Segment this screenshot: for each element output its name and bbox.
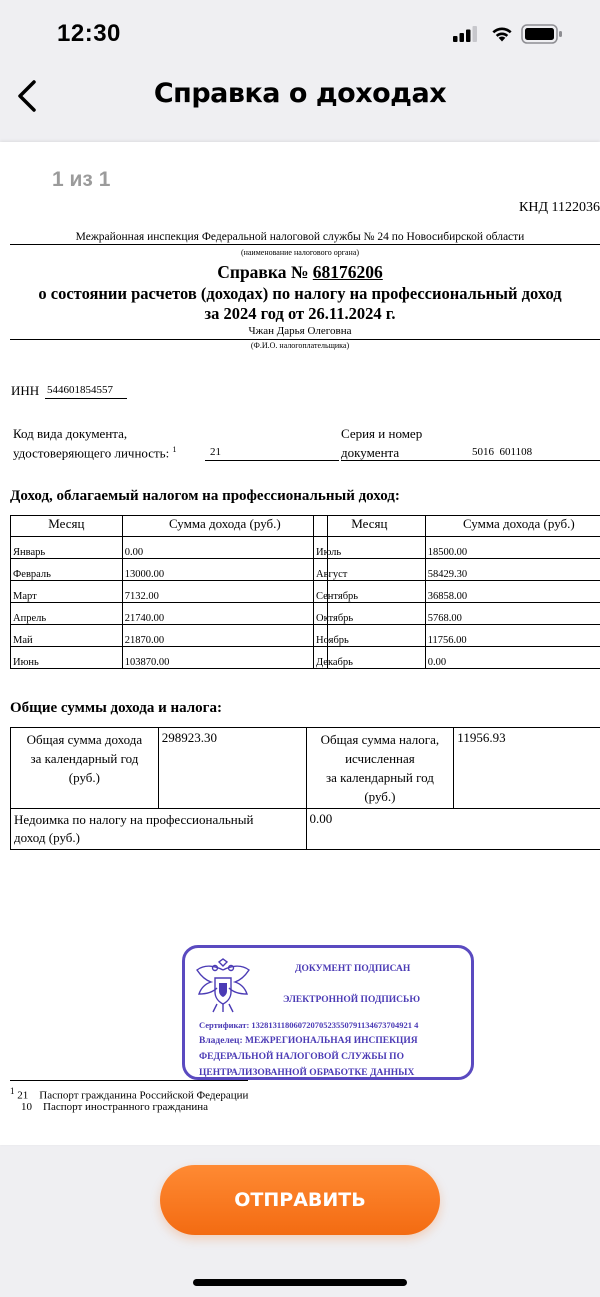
amount-cell: 5768.00 xyxy=(425,603,600,625)
doc-code-underline xyxy=(205,460,339,461)
certificate-subtitle: о состоянии расчетов (доходах) по налогу на профессиональный доход xyxy=(38,284,562,303)
arrears-value: 0.00 xyxy=(306,809,600,850)
month-cell: Август xyxy=(314,559,426,581)
total-income-value: 298923.30 xyxy=(158,728,306,809)
amount-cell: 18500.00 xyxy=(425,537,600,559)
table-row xyxy=(314,559,600,581)
total-tax-value: 11956.93 xyxy=(454,728,600,809)
amount-header: Сумма дохода (руб.) xyxy=(122,516,327,537)
inn-value: 544601854557 xyxy=(47,384,113,396)
amount-cell: 0.00 xyxy=(425,647,600,669)
stamp-owner: Владелец: МЕЖРЕГИОНАЛЬНАЯ ИНСПЕКЦИЯ xyxy=(199,1036,418,1046)
page-title: Справка о доходах xyxy=(153,78,447,109)
total-income-label xyxy=(11,728,159,809)
month-cell: Май xyxy=(11,625,123,647)
amount-cell: 11756.00 xyxy=(425,625,600,647)
month-cell: Июнь xyxy=(11,647,123,669)
total-tax-label-line: исчисленная xyxy=(345,751,415,766)
arrears-label xyxy=(11,809,307,850)
certificate-title xyxy=(0,262,600,283)
arrears-label-line: доход (руб.) xyxy=(14,830,80,845)
total-tax-label-line: (руб.) xyxy=(364,789,396,804)
table-row xyxy=(11,537,328,559)
table-row xyxy=(11,603,328,625)
table-row xyxy=(11,647,328,669)
doc-series-label-2: документа xyxy=(341,445,400,460)
amount-cell: 13000.00 xyxy=(122,559,327,581)
month-cell: Декабрь xyxy=(314,647,426,669)
amount-cell: 7132.00 xyxy=(122,581,327,603)
stamp-line: ДОКУМЕНТ ПОДПИСАН xyxy=(295,964,411,974)
page-counter: 1 из 1 xyxy=(52,168,111,191)
amount-cell: 0.00 xyxy=(122,537,327,559)
totals-row xyxy=(11,728,600,809)
send-button[interactable]: ОТПРАВИТЬ xyxy=(160,1165,440,1235)
table-header-row xyxy=(11,516,328,537)
total-income-label-line: за календарный год xyxy=(30,751,139,766)
totals-section-title: Общие суммы дохода и налога: xyxy=(10,700,222,716)
month-header: Месяц xyxy=(314,516,426,537)
footnote-line xyxy=(10,1086,248,1102)
divider xyxy=(10,339,600,340)
month-cell: Февраль xyxy=(11,559,123,581)
taxpayer-name-caption: (Ф.И.О. налогоплательщика) xyxy=(250,341,350,350)
doc-code-footnote-mark: 1 xyxy=(172,445,177,454)
total-tax-label-line: за календарный год xyxy=(325,770,434,785)
table-row xyxy=(11,625,328,647)
table-row xyxy=(314,537,600,559)
table-row xyxy=(314,603,600,625)
wifi-icon xyxy=(491,25,513,42)
footnote-mark: 1 xyxy=(10,1086,15,1096)
amount-cell: 21740.00 xyxy=(122,603,327,625)
stamp-owner: ФЕДЕРАЛЬНОЙ НАЛОГОВОЙ СЛУЖБЫ ПО xyxy=(199,1052,404,1062)
amount-cell: 103870.00 xyxy=(122,647,327,669)
income-table-right xyxy=(313,515,600,669)
total-income-label-line: Общая сумма дохода xyxy=(26,732,143,747)
totals-table xyxy=(10,727,600,850)
footnote-line: 10 Паспорт иностранного гражданина xyxy=(21,1101,209,1113)
inn-label: ИНН xyxy=(11,383,40,398)
month-cell: Июль xyxy=(314,537,426,559)
income-section-title: Доход, облагаемый налогом на профессиональный доход: xyxy=(10,488,400,504)
doc-code-value: 21 xyxy=(210,446,221,458)
total-income-label-line: (руб.) xyxy=(68,770,100,785)
doc-code-label-1: Код вида документа, xyxy=(13,426,128,441)
footnote-text: 21 Паспорт гражданина Российской Федерации xyxy=(17,1089,249,1102)
amount-cell: 36858.00 xyxy=(425,581,600,603)
inn-underline xyxy=(45,398,127,399)
doc-series-underline xyxy=(341,460,600,461)
battery-icon xyxy=(521,24,563,44)
home-indicator[interactable] xyxy=(193,1279,407,1286)
amount-cell: 21870.00 xyxy=(122,625,327,647)
certificate-title-prefix: Справка № xyxy=(217,262,313,282)
stamp-owner: ЦЕНТРАЛИЗОВАННОЙ ОБРАБОТКЕ ДАННЫХ xyxy=(199,1068,415,1078)
income-table-left xyxy=(10,515,328,669)
amount-header: Сумма дохода (руб.) xyxy=(425,516,600,537)
footnote-divider xyxy=(10,1080,248,1081)
coat-of-arms-icon xyxy=(193,956,253,1016)
arrears-label-line: Недоимка по налогу на профессиональный xyxy=(14,812,254,827)
cellular-signal-icon xyxy=(453,26,483,42)
status-bar xyxy=(0,0,600,62)
doc-code-label-text: удостоверяющего личность: xyxy=(13,445,170,461)
doc-code-label-2 xyxy=(13,445,176,461)
taxpayer-name: Чжан Дарья Олеговна xyxy=(248,325,352,337)
month-cell: Апрель xyxy=(11,603,123,625)
table-row xyxy=(11,581,328,603)
total-tax-label-line: Общая сумма налога, xyxy=(320,732,440,747)
total-tax-label xyxy=(306,728,454,809)
month-cell: Ноябрь xyxy=(314,625,426,647)
certificate-number: 68176206 xyxy=(312,262,383,282)
tax-authority-caption: (наименование налогового органа) xyxy=(240,248,360,257)
electronic-signature-stamp xyxy=(182,945,474,1080)
knd-code: КНД 1122036 xyxy=(519,200,600,215)
document-viewer[interactable] xyxy=(0,142,600,1145)
certificate-period: за 2024 год от 26.11.2024 г. xyxy=(204,304,396,323)
month-cell: Январь xyxy=(11,537,123,559)
amount-cell: 58429.30 xyxy=(425,559,600,581)
month-cell: Март xyxy=(11,581,123,603)
month-header: Месяц xyxy=(11,516,123,537)
month-cell: Сентябрь xyxy=(314,581,426,603)
stamp-certificate: Сертификат: 13281311806072070523550791134673704921 4 xyxy=(199,1020,419,1030)
divider xyxy=(10,244,600,245)
month-cell: Октябрь xyxy=(314,603,426,625)
doc-series-value: 5016 601108 xyxy=(472,446,533,458)
table-row xyxy=(314,647,600,669)
table-row xyxy=(314,625,600,647)
table-header-row xyxy=(314,516,600,537)
tax-authority-name: Межрайонная инспекция Федеральной налоговой службы № 24 по Новосибирской области xyxy=(75,231,525,243)
arrears-row xyxy=(11,809,600,850)
doc-series-label-1: Серия и номер xyxy=(341,426,423,441)
status-time: 12:30 xyxy=(57,20,121,47)
stamp-line: ЭЛЕКТРОННОЙ ПОДПИСЬЮ xyxy=(283,995,421,1005)
table-row xyxy=(11,559,328,581)
table-row xyxy=(314,581,600,603)
